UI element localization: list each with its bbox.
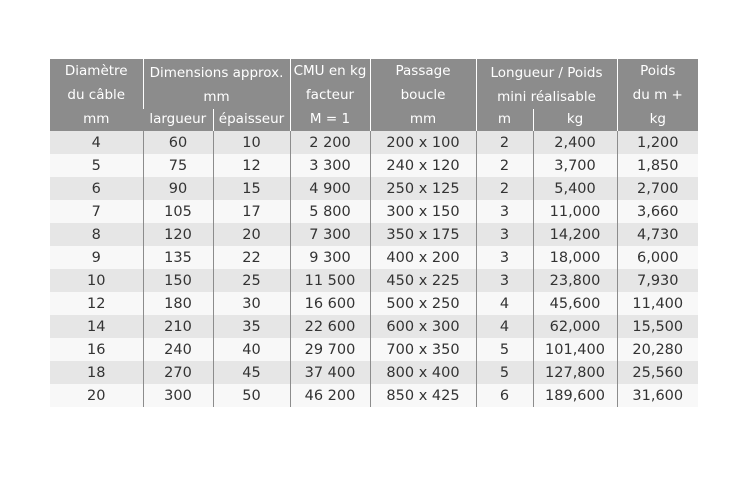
cell-passage: 600 x 300 [370, 315, 476, 338]
header-epaisseur: épaisseur [213, 109, 290, 131]
cell-epaisseur: 22 [213, 246, 290, 269]
table-row [50, 200, 698, 223]
cell-largueur: 270 [143, 361, 213, 384]
table-row [50, 292, 698, 315]
cell-poids-metre: 1,200 [617, 131, 698, 154]
cell-epaisseur: 30 [213, 292, 290, 315]
cell-poids-kg: 11,000 [533, 200, 617, 223]
cell-passage: 250 x 125 [370, 177, 476, 200]
cell-cmu: 9 300 [290, 246, 370, 269]
table-row [50, 315, 698, 338]
cell-diametre: 7 [50, 200, 143, 223]
table-body [50, 131, 698, 407]
cell-longueur-m: 4 [476, 315, 533, 338]
cell-poids-metre: 6,000 [617, 246, 698, 269]
header-passage-boucle [370, 59, 476, 131]
table-row [50, 246, 698, 269]
table-row [50, 338, 698, 361]
header-line: facteur [305, 87, 355, 103]
cell-cmu: 11 500 [290, 269, 370, 292]
cell-poids-metre: 15,500 [617, 315, 698, 338]
cell-largueur: 105 [143, 200, 213, 223]
cell-poids-metre: 4,730 [617, 223, 698, 246]
header-line: Dimensions approx. [149, 65, 284, 81]
cell-diametre: 10 [50, 269, 143, 292]
cell-diametre: 12 [50, 292, 143, 315]
cell-poids-metre: 20,280 [617, 338, 698, 361]
cell-diametre: 14 [50, 315, 143, 338]
table-row [50, 223, 698, 246]
cell-longueur-m: 3 [476, 223, 533, 246]
cell-diametre: 20 [50, 384, 143, 407]
cell-poids-kg: 23,800 [533, 269, 617, 292]
header-line: mm [83, 111, 110, 127]
header-line: CMU en kg [293, 63, 367, 79]
table-row [50, 154, 698, 177]
cell-largueur: 60 [143, 131, 213, 154]
cell-passage: 300 x 150 [370, 200, 476, 223]
cell-longueur-m: 3 [476, 246, 533, 269]
cell-epaisseur: 10 [213, 131, 290, 154]
cell-passage: 450 x 225 [370, 269, 476, 292]
cell-epaisseur: 40 [213, 338, 290, 361]
cell-passage: 800 x 400 [370, 361, 476, 384]
cell-diametre: 9 [50, 246, 143, 269]
cell-longueur-m: 6 [476, 384, 533, 407]
header-line: Poids [640, 63, 676, 79]
header-line: Longueur / Poids [490, 65, 603, 81]
cable-sling-table-container [50, 59, 698, 407]
cell-longueur-m: 3 [476, 200, 533, 223]
cell-longueur-m: 2 [476, 154, 533, 177]
cell-poids-kg: 62,000 [533, 315, 617, 338]
cell-longueur-m: 2 [476, 177, 533, 200]
cell-largueur: 75 [143, 154, 213, 177]
cell-poids-kg: 127,800 [533, 361, 617, 384]
header-largueur: largueur [143, 109, 213, 131]
cell-poids-metre: 2,700 [617, 177, 698, 200]
header-line: boucle [400, 87, 446, 103]
cell-cmu: 5 800 [290, 200, 370, 223]
cell-passage: 700 x 350 [370, 338, 476, 361]
cell-diametre: 5 [50, 154, 143, 177]
cell-passage: 200 x 100 [370, 131, 476, 154]
cell-epaisseur: 25 [213, 269, 290, 292]
header-line: mm [409, 111, 437, 127]
cell-passage: 350 x 175 [370, 223, 476, 246]
cell-diametre: 18 [50, 361, 143, 384]
header-line: Diamètre [64, 63, 128, 79]
cable-sling-table [50, 59, 698, 407]
cell-poids-kg: 14,200 [533, 223, 617, 246]
cell-poids-metre: 11,400 [617, 292, 698, 315]
cell-longueur-m: 4 [476, 292, 533, 315]
cell-cmu: 46 200 [290, 384, 370, 407]
cell-poids-kg: 3,700 [533, 154, 617, 177]
cell-longueur-m: 5 [476, 361, 533, 384]
cell-longueur-m: 5 [476, 338, 533, 361]
table-row [50, 269, 698, 292]
cell-longueur-m: 3 [476, 269, 533, 292]
cell-largueur: 210 [143, 315, 213, 338]
cell-passage: 400 x 200 [370, 246, 476, 269]
header-line: Passage [395, 63, 451, 79]
cell-poids-kg: 2,400 [533, 131, 617, 154]
cell-poids-metre: 7,930 [617, 269, 698, 292]
cell-poids-kg: 189,600 [533, 384, 617, 407]
table-row [50, 361, 698, 384]
cell-largueur: 135 [143, 246, 213, 269]
cell-cmu: 37 400 [290, 361, 370, 384]
cell-largueur: 180 [143, 292, 213, 315]
cell-poids-kg: 18,000 [533, 246, 617, 269]
header-dimensions [143, 59, 290, 109]
cell-epaisseur: 15 [213, 177, 290, 200]
cell-largueur: 150 [143, 269, 213, 292]
table-row [50, 384, 698, 407]
cell-longueur-m: 2 [476, 131, 533, 154]
cell-cmu: 29 700 [290, 338, 370, 361]
cell-cmu: 2 200 [290, 131, 370, 154]
cell-epaisseur: 35 [213, 315, 290, 338]
cell-cmu: 7 300 [290, 223, 370, 246]
cell-cmu: 16 600 [290, 292, 370, 315]
cell-largueur: 90 [143, 177, 213, 200]
cell-passage: 240 x 120 [370, 154, 476, 177]
cell-diametre: 6 [50, 177, 143, 200]
cell-cmu: 4 900 [290, 177, 370, 200]
header-line: M = 1 [309, 111, 351, 127]
cell-poids-metre: 1,850 [617, 154, 698, 177]
cell-poids-kg: 5,400 [533, 177, 617, 200]
cell-poids-metre: 3,660 [617, 200, 698, 223]
cell-poids-kg: 101,400 [533, 338, 617, 361]
cell-passage: 850 x 425 [370, 384, 476, 407]
cell-largueur: 300 [143, 384, 213, 407]
header-line: kg [649, 111, 666, 127]
cell-poids-kg: 45,600 [533, 292, 617, 315]
header-cmu [290, 59, 370, 131]
cell-epaisseur: 17 [213, 200, 290, 223]
table-row [50, 131, 698, 154]
header-line: du câble [67, 87, 126, 103]
header-diametre [50, 59, 143, 131]
header-poids [617, 59, 698, 131]
cell-epaisseur: 50 [213, 384, 290, 407]
cell-diametre: 8 [50, 223, 143, 246]
cell-largueur: 120 [143, 223, 213, 246]
header-line: du m + [632, 87, 683, 103]
cell-diametre: 16 [50, 338, 143, 361]
cell-epaisseur: 20 [213, 223, 290, 246]
header-poids-kg: kg [533, 109, 617, 131]
cell-passage: 500 x 250 [370, 292, 476, 315]
header-line: mm [203, 89, 230, 105]
cell-cmu: 3 300 [290, 154, 370, 177]
cell-epaisseur: 12 [213, 154, 290, 177]
cell-cmu: 22 600 [290, 315, 370, 338]
cell-epaisseur: 45 [213, 361, 290, 384]
cell-poids-metre: 25,560 [617, 361, 698, 384]
header-longueur-poids [476, 59, 617, 109]
table-header [50, 59, 698, 131]
table-row [50, 177, 698, 200]
cell-largueur: 240 [143, 338, 213, 361]
cell-diametre: 4 [50, 131, 143, 154]
header-longueur-m: m [476, 109, 533, 131]
header-line: mini réalisable [497, 89, 596, 105]
cell-poids-metre: 31,600 [617, 384, 698, 407]
